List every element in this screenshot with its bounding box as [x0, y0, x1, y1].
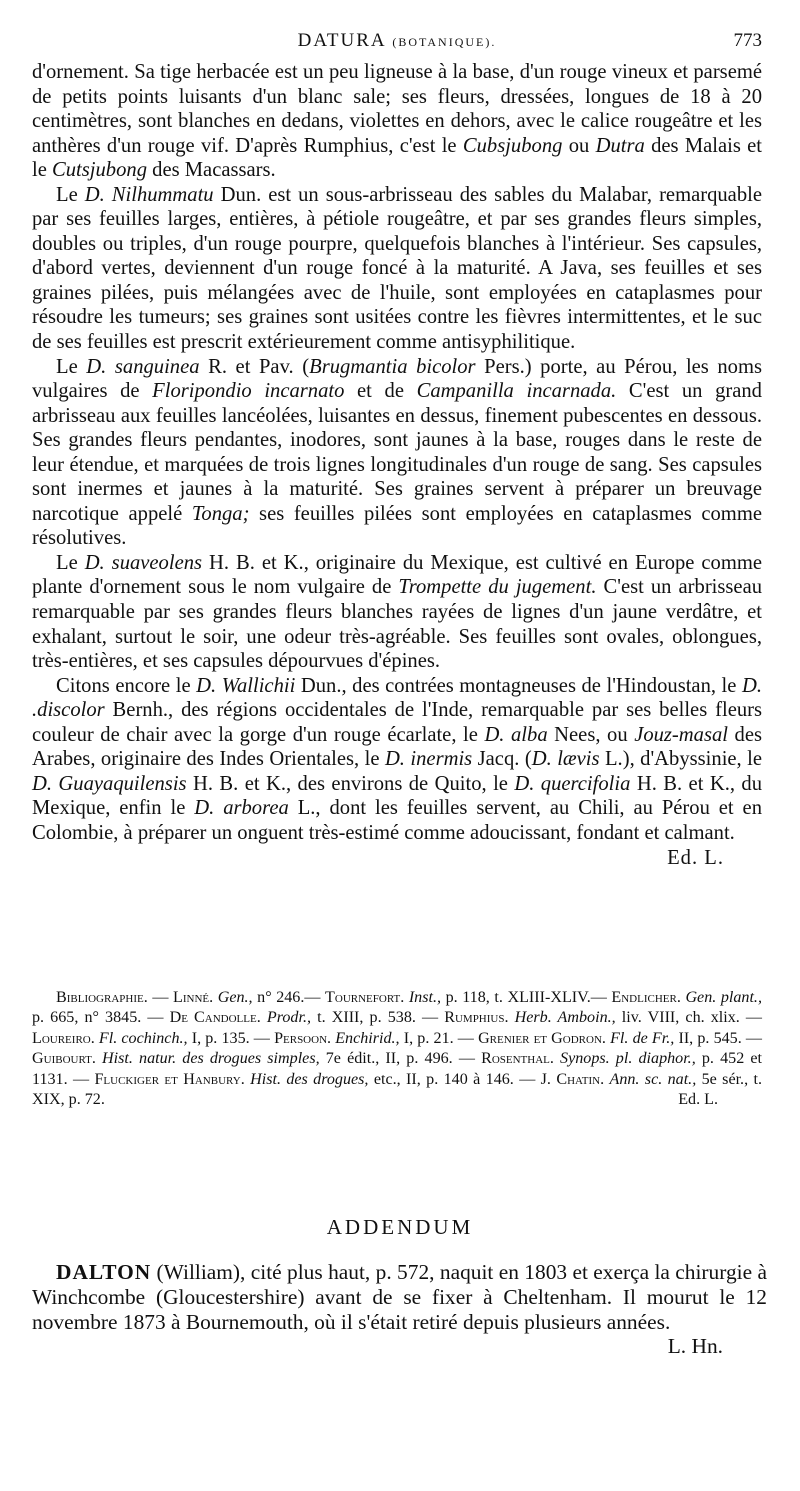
species-name: D. .discolor	[32, 674, 762, 722]
running-title	[32, 30, 762, 52]
ref-detail: p. 665, n° 3845. —	[32, 1009, 170, 1027]
bibliography-label: Bibliographie.	[56, 989, 148, 1006]
ref-detail: 7e édit., II, p. 496. —	[319, 1050, 482, 1068]
ref-work: Herb. Amboin.,	[514, 1009, 616, 1027]
ref-detail: II, p. 545. —	[674, 1029, 763, 1047]
species-name: D. suaveolens	[84, 551, 203, 574]
text: Bernh., des régions occidentales de l'Inde, remarquable par ses belles fleurs couleur de chair avec la gorge d'un rouge écarlate, le	[32, 699, 762, 746]
text: L., dont les feuilles servent, au Chili, au Pérou et en Colombie, à préparer un onguent très-estimé comme adoucissant, fondant et calmant.	[32, 797, 762, 844]
species-name: Brugmantia bicolor	[309, 355, 476, 378]
species-name: D. Nilhummatu	[84, 183, 214, 206]
bibliography-paragraph: Bibliographie. — Linné. Gen., n° 246.— Tournefort. Inst., p. 118, t. XLIII-XLIV.— Endlicher. Gen. plant., p. 665, n° 3845. — De Candolle. Prodr., t. XIII, p. 538. — Rumphius. Herb. Amboin., liv. VIII, ch. xlix. — Loureiro. Fl. cochinch., I, p. 135. — Persoon. Enchirid., I, p. 21. — Grenier et Godron. Fl. de Fr., II, p. 545. — Guibourt. Hist. natur. des drogues simples, 7e édit., II, p. 496. — Rosenthal. Synops. pl. diaphor., p. 452 et 1131. — Fluckiger et Hanbury. Hist. des drogues, etc., II, p. 140 à 146. — J. Chatin. Ann. sc. nat., 5e sér., t. XIX, p. 72. Ed. L.	[32, 988, 762, 1110]
ref-work: Ann. sc. nat.,	[609, 1070, 697, 1088]
addendum-paragraph	[32, 1260, 767, 1359]
ref-detail: I, p. 21. —	[399, 1029, 479, 1047]
text: des Macassars.	[147, 159, 276, 182]
entry-name: DALTON	[56, 1260, 152, 1284]
species-name: D. quercifolia	[514, 772, 631, 795]
ref-author: Tournefort.	[325, 989, 405, 1006]
species-name: D. inermis	[384, 748, 473, 771]
species-name: Tonga;	[191, 502, 250, 525]
ref-detail: n° 246.—	[252, 989, 326, 1006]
text: Nees, ou	[547, 723, 635, 746]
text: H. B. et K., originaire du Mexique, est cultivé en Europe comme plante d'ornement sous le nom vulgaire de	[32, 551, 763, 599]
paragraph-5	[32, 674, 763, 869]
addendum-heading: ADDENDUM	[326, 1215, 474, 1239]
running-head	[32, 30, 762, 54]
paragraph-3	[32, 355, 762, 551]
ref-work: Gen. plant.,	[685, 989, 762, 1006]
ref-detail: t. XIII, p. 538. —	[311, 1009, 445, 1027]
species-name: D. lævis	[531, 748, 600, 771]
text: Jacq. (	[472, 748, 532, 771]
text: et de	[344, 380, 417, 403]
ref-work: Synops. pl. diaphor.,	[560, 1050, 696, 1068]
species-name: D. arborea	[194, 797, 289, 820]
species-name: Dutra	[595, 134, 645, 157]
ref-work: Hist. natur. des drogues simples,	[102, 1050, 320, 1068]
text: C'est un arbrisseau remarquable par ses grandes fleurs blanches rayées de lignes d'un jaune verdâtre, et exhalant, surtout le soir, une odeur très-agréable. Ses feuilles sont ovales, oblongues, très-entières, et ses capsules dépourvues d'épines.	[32, 576, 763, 673]
species-name: Cutsjubong	[52, 159, 147, 182]
ref-author: J. Chatin.	[540, 1070, 605, 1088]
bibliography	[32, 988, 762, 1110]
species-name: Jouz-masal	[634, 723, 728, 746]
text: Le	[56, 183, 85, 206]
ref-author: Grenier et Godron.	[478, 1029, 606, 1047]
ref-author: Guibourt.	[32, 1050, 96, 1068]
ref-detail: p. 452 et 1131. —	[32, 1050, 762, 1088]
ref-work: Gen.,	[217, 989, 253, 1006]
species-name: Floripondio incarnato	[152, 380, 345, 403]
ref-author: Endlicher.	[611, 989, 681, 1006]
ref-work: Hist. des drogues,	[250, 1070, 369, 1088]
ref-author: Rosenthal.	[481, 1050, 554, 1068]
species-name: D. Guayaquilensis	[32, 772, 187, 795]
ref-author: Persoon.	[274, 1029, 332, 1047]
page-number: 773	[733, 30, 762, 51]
running-title-main: DATURA	[297, 30, 386, 51]
text: d'ornement. Sa tige herbacée est un peu ligneuse à la base, d'un rouge vineux et parsemé de petits points luisants d'un blanc sale; ses fleurs, dressées, longues de 18 à 20 centimètres, sont blanches en dedans, violettes en dehors, avec le calice rougeâtre et les anthères d'un rouge vif. D'après Rumphius, c'est le	[32, 61, 762, 157]
species-name: D. alba	[484, 723, 548, 746]
ref-detail: p. 118, t. XLIII-XLIV.—	[441, 989, 612, 1006]
ref-detail: I, p. 135. —	[187, 1029, 275, 1047]
paragraph-1	[32, 60, 762, 183]
species-name: Cubsjubong	[462, 134, 563, 157]
text: Le	[56, 355, 87, 378]
ref-work: Prodr.,	[266, 1009, 311, 1027]
ref-work: Enchirid.,	[335, 1029, 400, 1047]
text: des Arabes, originaire des Indes Orientales, le	[32, 723, 763, 771]
text: R. et Pav. (	[199, 355, 310, 378]
text: L.), d'Abyssinie, le	[599, 748, 763, 771]
addendum-text	[32, 1260, 767, 1359]
text: des Malais et le	[32, 134, 763, 182]
running-title-sub: (BOTANIQUE).	[392, 35, 497, 49]
text: H. B. et K., des environs de Quito, le	[186, 772, 515, 795]
species-name: D. sanguinea	[86, 355, 200, 378]
text: H. B. et K., du Mexique, enfin le	[32, 772, 762, 820]
text: Citons encore le	[56, 674, 197, 697]
text: Pers.) porte, au Pérou, les noms vulgaires de	[32, 355, 763, 403]
ref-work: Fl. cochinch.,	[98, 1029, 188, 1047]
ref-author: De Candolle.	[169, 1009, 261, 1027]
ref-author: Rumphius.	[444, 1009, 509, 1027]
text: Dun. est un sous-arbrisseau des sables du Malabar, remarquable par ses feuilles larges, entières, à pétiole rougeâtre, et par ses grandes fleurs simples, doubles ou triples, d'un rouge pourpre, quelquefois blanches à l'intérieur. Ses capsules, d'abord vertes, deviennent d'un rouge foncé à la maturité. A Java, ses feuilles et ses graines pilées, puis mélangées avec de l'huile, sont employées en cataplasmes pour résoudre les tumeurs; ses graines sont usitées contre les fièvres intermittentes, et le suc de ses feuilles est prescrit extérieurement comme antisyphilitique.	[32, 183, 762, 354]
addendum-signature: L. Hn.	[667, 1334, 723, 1359]
ref-work: Inst.,	[408, 989, 442, 1006]
ref-detail: etc., II, p. 140 à 146. —	[368, 1070, 541, 1088]
text: ou	[562, 134, 596, 157]
ref-author: Linné.	[173, 989, 214, 1006]
text: (William), cité plus haut, p. 572, naquit en 1803 et exerça la chirurgie à Winchcombe (Gloucestershire) avant de se fixer à Cheltenham. Il mourut le 12 novembre 1873 à Bournemouth, où il s'était retiré depuis plusieurs années.	[32, 1260, 767, 1334]
ref-author: Loureiro.	[32, 1029, 95, 1047]
text: C'est un grand arbrisseau aux feuilles lancéolées, luisantes en dessus, finement pubescentes en dessous. Ses grandes fleurs pendantes, inodores, sont jaunes à la base, rouges dans le reste de leur étendue, et marquées de trois lignes longitudinales d'un rouge de sang. Ses capsules sont inermes et jaunes à la maturité. Ses graines servent à préparer un breuvage narcotique appelé	[32, 380, 762, 525]
ref-work: Fl. de Fr.,	[610, 1029, 675, 1047]
author-signature: Ed. L.	[667, 846, 724, 869]
main-text	[32, 60, 762, 870]
species-name: Trompette du jugement.	[398, 576, 597, 599]
species-name: D. Wallichii	[196, 674, 296, 697]
bibliography-signature: Ed. L.	[678, 1091, 718, 1109]
paragraph-4	[32, 551, 762, 674]
ref-author: Fluckiger et Hanbury.	[94, 1070, 245, 1088]
text: Le	[56, 551, 85, 574]
ref-detail: 5e sér., t. XIX, p. 72.	[32, 1070, 762, 1109]
species-name: Campanilla incarnada.	[416, 380, 617, 403]
text: Dun., des contrées montagneuses de l'Hindoustan, le	[295, 674, 742, 697]
paragraph-2	[32, 183, 762, 355]
text: ses feuilles pilées sont employées en cataplasmes comme résolutives.	[32, 502, 762, 550]
ref-detail: liv. VIII, ch. xlix. —	[615, 1009, 763, 1027]
